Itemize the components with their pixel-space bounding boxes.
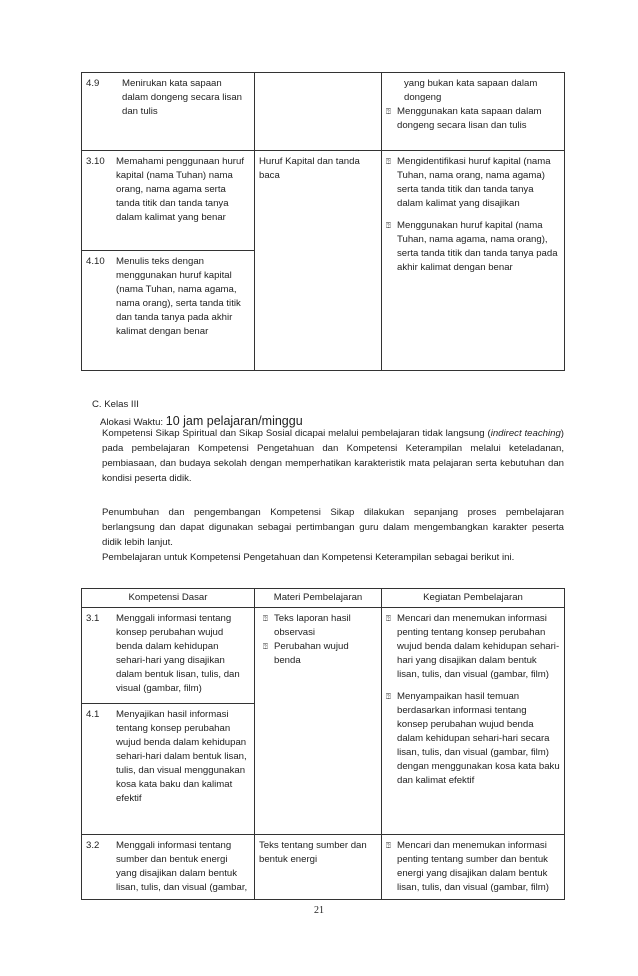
kegiatan-item: Mengidentifikasi huruf kapital (nama Tuhan, nama orang, nama agama) serta tanda titik dan tanda tanya dalam kalimat yang disajikan: [397, 156, 551, 209]
kd-number: 3.2: [86, 840, 100, 851]
alokasi-value: 10 jam pelajaran/minggu: [165, 414, 303, 428]
table-row: [82, 151, 565, 251]
kd-number: 4.10: [86, 256, 105, 267]
materi-text: Huruf Kapital dan tanda baca: [259, 156, 360, 181]
materi-text: Teks tentang sumber dan bentuk energi: [259, 840, 367, 865]
kd-text: Menulis teks dengan menggunakan huruf kapital (nama Tuhan, nama agama, nama orang), serta tanda titik dan tanda tanya pada akhir kalimat dengan benar: [116, 256, 241, 337]
header-materi: Materi Pembelajaran: [255, 589, 382, 608]
bullet-icon: ⍰: [386, 614, 391, 623]
paragraph-2: Penumbuhan dan pengembangan Kompetensi Sikap dilakukan sepanjang proses pembelajaran berlangsung dan dapat digunakan sebagai pertimbangan guru dalam mengembangkan karakter peserta didik lebih lanjut.: [102, 507, 564, 548]
table-row: [82, 835, 565, 900]
kd-text: Menirukan kata sapaan dalam dongeng secara lisan dan tulis: [122, 78, 243, 117]
table-row: [82, 73, 565, 151]
competency-table-continued: [81, 72, 565, 371]
bullet-icon: ⍰: [386, 107, 391, 116]
kd-text: Memahami penggunaan huruf kapital (nama Tuhan) nama orang, nama agama serta tanda titik dan tanda tanya dalam kalimat yang benar: [116, 156, 245, 223]
bullet-icon: ⍰: [386, 692, 391, 701]
kd-number: 4.1: [86, 709, 100, 720]
bullet-icon: ⍰: [386, 157, 391, 166]
materi-item: Perubahan wujud benda: [274, 641, 349, 666]
bullet-icon: ⍰: [263, 614, 268, 623]
materi-item: Teks laporan hasil observasi: [274, 613, 351, 638]
kegiatan-item: Menggunakan huruf kapital (nama Tuhan, nama agama, nama orang), serta tanda titik dan tanda tanya pada akhir kalimat dengan benar: [397, 220, 558, 273]
kd-text: Menggali informasi tentang sumber dan bentuk energi yang disajikan dalam bentuk lisan, tulis, dan visual (gambar,: [116, 840, 248, 893]
bullet-icon: ⍰: [386, 221, 391, 230]
kegiatan-continued: yang bukan kata sapaan dalam dongeng: [404, 78, 538, 103]
kd-text: Menyajikan hasil informasi tentang konsep perubahan wujud benda dalam kehidupan sehari-hari dalam bentuk lisan, tulis, dan visual menggunakan kosa kata baku dan kalimat efektif: [116, 709, 247, 804]
paragraph-1: Kompetensi Sikap Spiritual dan Sikap Sosial dicapai melalui pembelajaran tidak langsung (indirect teaching) pada pembelajaran Kompetensi Pengetahuan dan Kompetensi Keterampilan melalui keteladanan, pembiasaan, dan budaya sekolah dengan memperhatikan karakteristik mata pelajaran serta kebutuhan dan kondisi peserta didik.: [102, 428, 564, 484]
paragraph-3: Pembelajaran untuk Kompetensi Pengetahuan dan Kompetensi Keterampilan sebagai berikut ini.: [102, 552, 515, 563]
kd-text: Menggali informasi tentang konsep perubahan wujud benda dalam kehidupan sehari-hari yang disajikan dalam bentuk lisan, tulis, dan visual (gambar, film): [116, 613, 240, 694]
bullet-icon: ⍰: [263, 642, 268, 651]
header-kegiatan: Kegiatan Pembelajaran: [382, 589, 565, 608]
section-heading: C. Kelas III: [92, 399, 139, 410]
alokasi-label: Alokasi Waktu:: [100, 417, 164, 428]
kegiatan-item: Mencari dan menemukan informasi penting tentang konsep perubahan wujud benda dalam kehidupan sehari-hari yang disajikan dalam bentuk lisan, tulis, dan visual (gambar, film): [397, 613, 560, 680]
bullet-icon: ⍰: [386, 841, 391, 850]
competency-table: [81, 588, 565, 900]
kegiatan-item: Menyampaikan hasil temuan berdasarkan informasi tentang konsep perubahan wujud benda dalam kehidupan sehari-hari secara lisan, tulis, dan visual (gambar, film) dengan menggunakan kosa kata baku dan kalimat efektif: [397, 691, 560, 786]
table-row: [82, 608, 565, 704]
page-number: 21: [314, 905, 324, 916]
kd-number: 3.10: [86, 156, 105, 167]
table-header-row: [82, 589, 565, 608]
kd-number: 4.9: [86, 78, 100, 89]
kegiatan-item: Menggunakan kata sapaan dalam dongeng secara lisan dan tulis: [397, 106, 542, 131]
header-kompetensi-dasar: Kompetensi Dasar: [82, 589, 255, 608]
kd-number: 3.1: [86, 613, 100, 624]
kegiatan-item: Mencari dan menemukan informasi penting tentang sumber dan bentuk energi yang disajikan dalam bentuk lisan, tulis, dan visual (gambar, film): [397, 840, 549, 893]
